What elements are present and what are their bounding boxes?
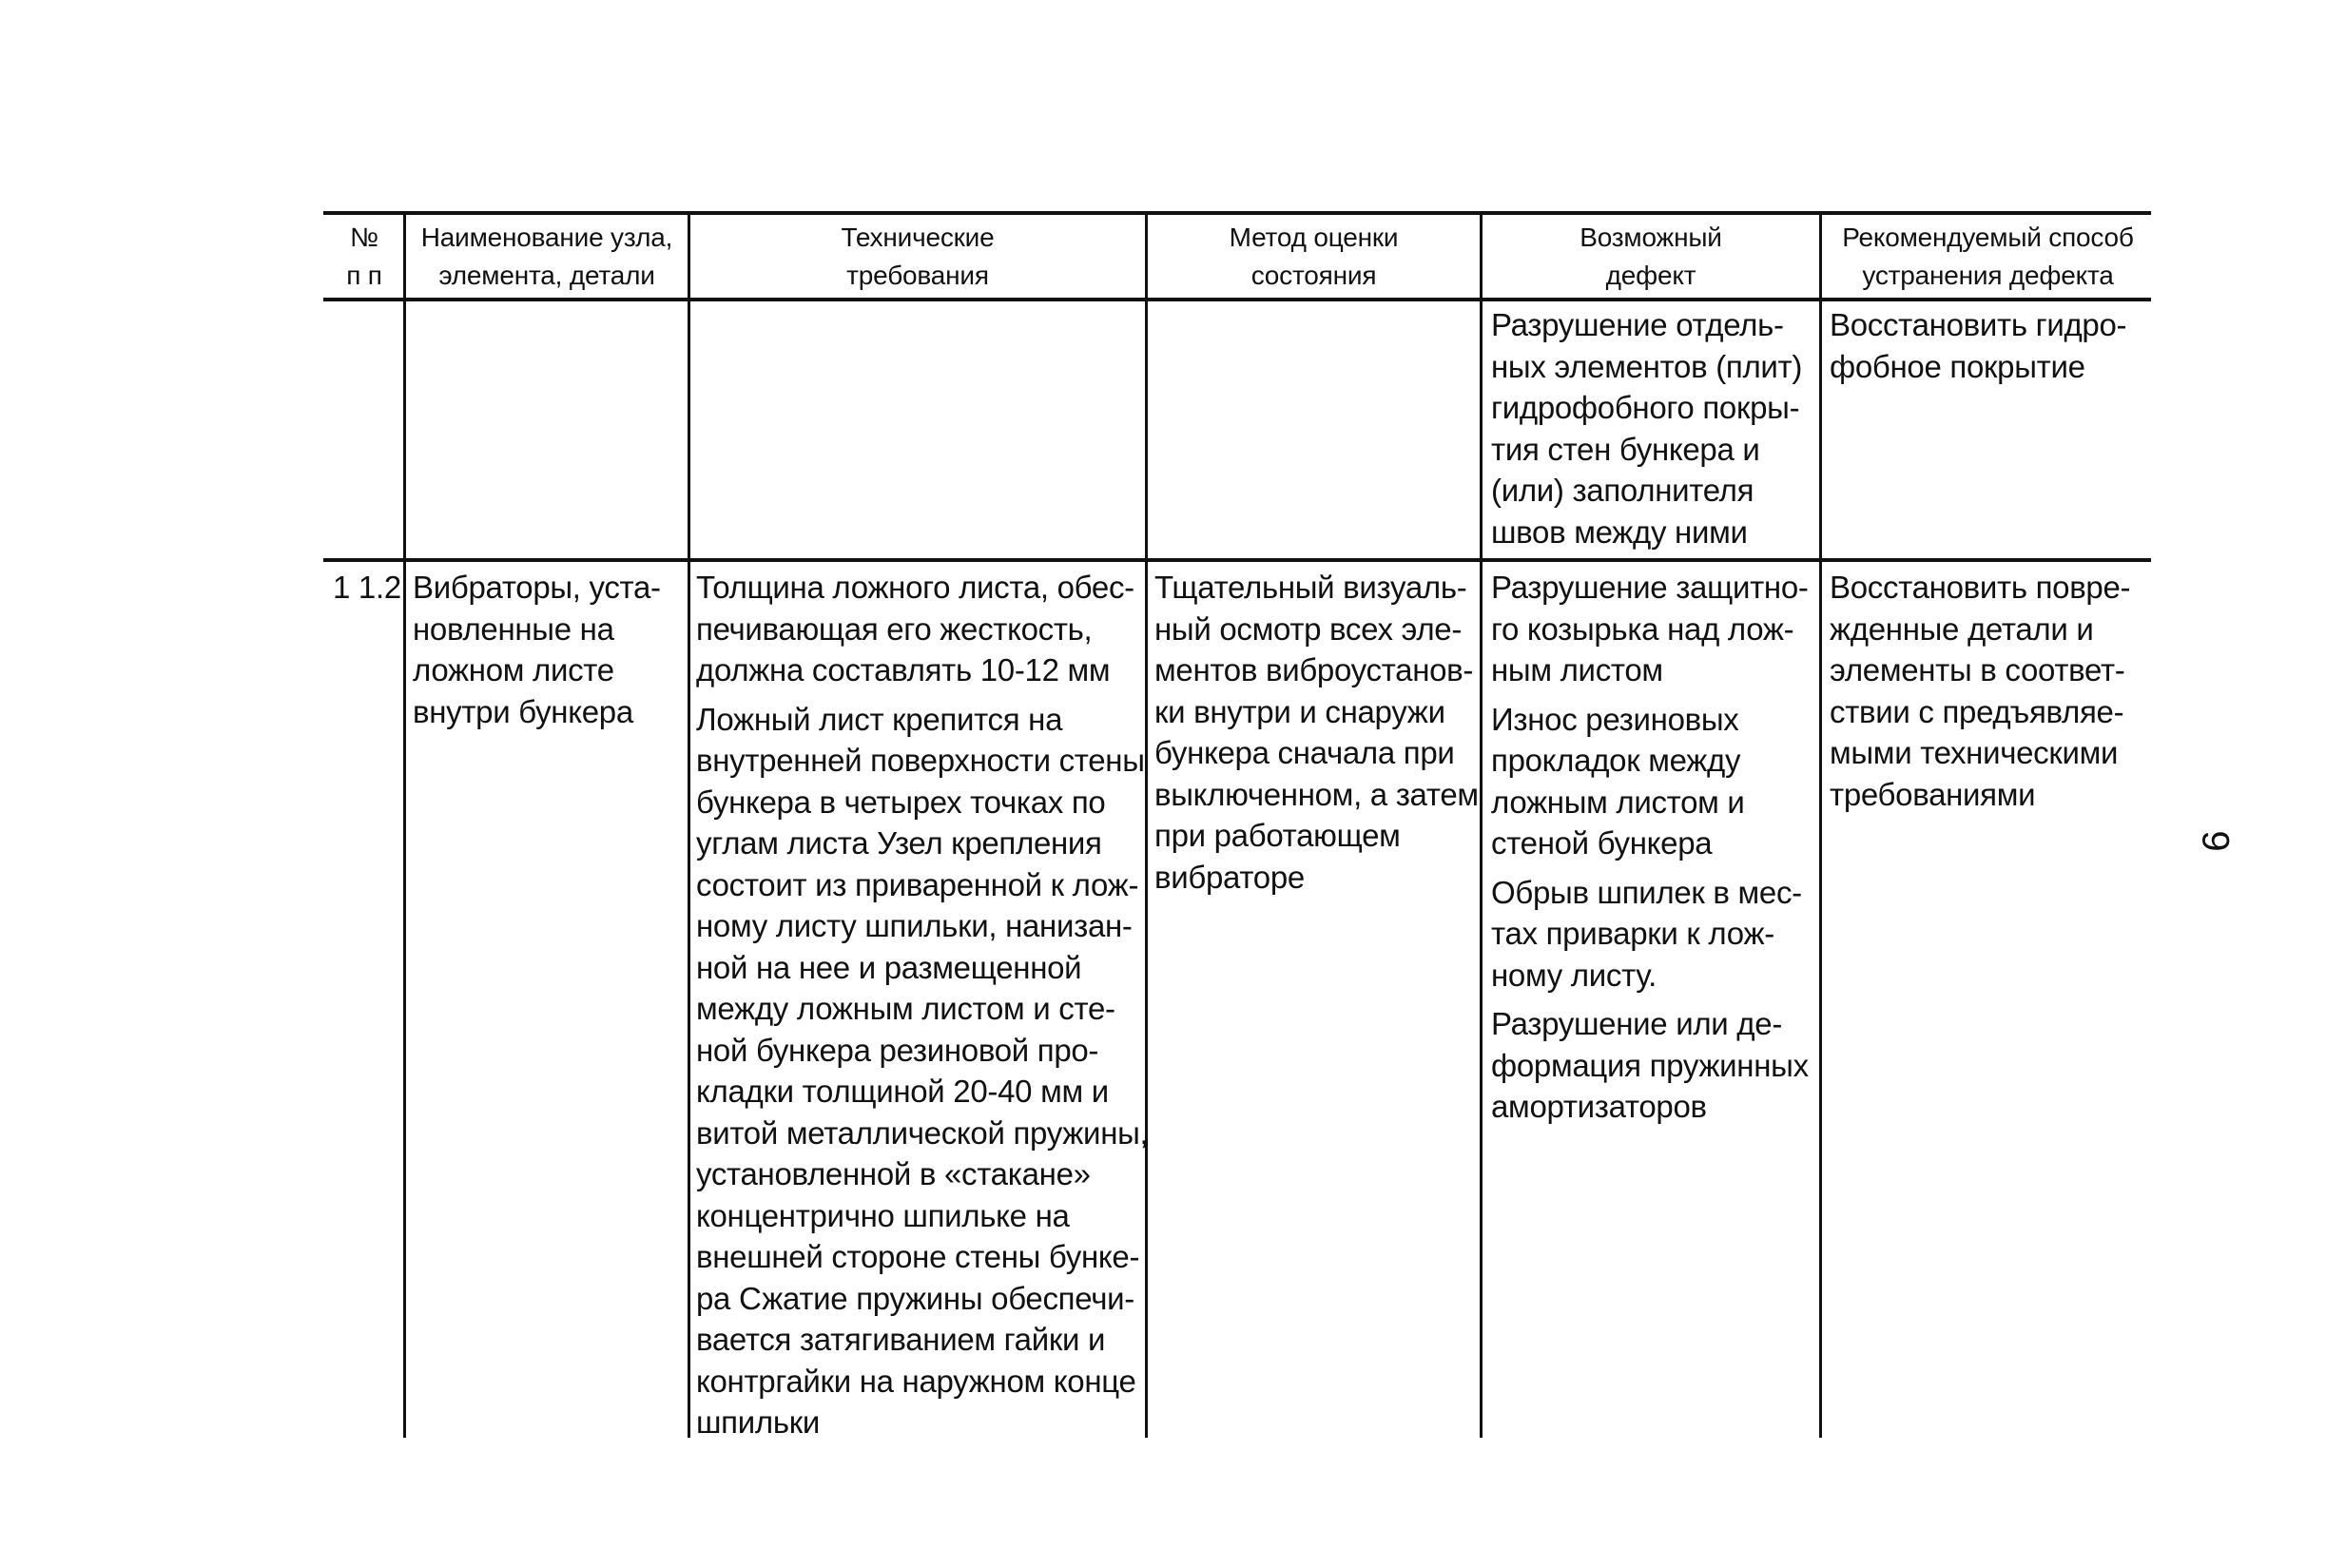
column-divider xyxy=(403,213,406,1438)
text-line: внешней стороне стены бунке- xyxy=(696,1239,1140,1274)
text-line: ных элементов (плит) xyxy=(1491,348,1803,384)
text-line: Обрыв шпилек в мес- xyxy=(1491,874,1802,910)
text-line: ложным листом и xyxy=(1491,784,1745,820)
text-line: амортизаторов xyxy=(1491,1089,1707,1124)
text-line: ментов виброустанов- xyxy=(1154,652,1474,687)
text-line: ра Сжатие пружины обеспечи- xyxy=(696,1280,1134,1316)
header-method xyxy=(1151,219,1477,295)
text-line: ствии с предъявляе- xyxy=(1830,693,2124,729)
text-line: ному листу. xyxy=(1491,957,1657,993)
text-line: витой металлической пружины, xyxy=(696,1114,1149,1151)
row2-remedy xyxy=(1830,567,2130,815)
header-line: Наименование узла, xyxy=(420,223,673,252)
column-divider xyxy=(1480,213,1483,1438)
header-line: № xyxy=(350,223,378,252)
text-line: внутренней поверхности стены xyxy=(696,743,1145,778)
text-line: ный осмотр всех эле- xyxy=(1154,610,1463,647)
text-line: внутри бункера xyxy=(413,693,633,729)
header-requirements xyxy=(693,219,1142,295)
column-divider xyxy=(1819,213,1822,1438)
header-bottom-rule xyxy=(323,298,2151,301)
column-divider xyxy=(688,213,690,1438)
text-line: тах приварки к лож- xyxy=(1491,916,1774,951)
text-line: ной бункера резиновой про- xyxy=(696,1032,1099,1068)
text-line: го козырька над лож- xyxy=(1491,610,1794,647)
header-line: дефект xyxy=(1605,261,1696,290)
text-line: Ложный лист крепится на xyxy=(696,701,1063,737)
header-line: Метод оценки xyxy=(1229,223,1399,252)
text-line: контргайки на наружном конце xyxy=(696,1363,1136,1399)
text-line: (или) заполнителя xyxy=(1491,473,1754,508)
text-line: формация пружинных xyxy=(1491,1047,1809,1083)
header-line: Рекомендуемый способ xyxy=(1842,223,2134,252)
page-number: 9 xyxy=(2194,830,2237,852)
text-line: вается затягиванием гайки и xyxy=(696,1322,1106,1357)
text-line: ки внутри и снаружи xyxy=(1154,693,1445,729)
text-line: Износ резиновых xyxy=(1491,701,1739,737)
text-line: мыми техническими xyxy=(1830,735,2119,770)
text-line: установленной в «стакане» xyxy=(696,1156,1091,1191)
row2-requirements xyxy=(696,567,1148,1443)
text-line: ложном листе xyxy=(413,652,614,687)
row2-number xyxy=(333,567,401,609)
text-line: должна составлять 10-12 мм xyxy=(696,652,1111,687)
text-line: Разрушение отдель- xyxy=(1491,307,1784,342)
header-line: Технические xyxy=(841,223,995,252)
text-line: Разрушение защитно- xyxy=(1491,570,1809,605)
header-name xyxy=(409,219,685,295)
header-defect xyxy=(1485,219,1816,295)
text-line: ной на нее и размещенной xyxy=(696,949,1082,985)
text-line: жденные детали и xyxy=(1830,610,2094,647)
text-line: выключенном, а затем xyxy=(1154,776,1479,812)
row2-method xyxy=(1154,567,1479,898)
text-line: Разрушение или де- xyxy=(1491,1006,1783,1041)
header-line: Возможный xyxy=(1580,223,1722,252)
header-line: состояния xyxy=(1250,261,1377,290)
text-line: гидрофобного покры- xyxy=(1491,390,1800,425)
text-line: вибраторе xyxy=(1154,859,1305,895)
text-line: прокладок между xyxy=(1491,743,1741,778)
header-line: элемента, детали xyxy=(438,261,655,290)
row1-remedy xyxy=(1830,304,2126,387)
text-line: тия стен бункера и xyxy=(1491,431,1760,467)
text-line: концентрично шпильке на xyxy=(696,1197,1070,1233)
row2-defects xyxy=(1491,567,1809,1128)
text-line: швов между ними xyxy=(1491,513,1748,550)
text-line: кладки толщиной 20-40 мм и xyxy=(696,1074,1109,1109)
text-line: печивающая его жесткость, xyxy=(696,610,1093,647)
text-line: требованиями xyxy=(1830,776,2036,812)
text-line: между ложным листом и сте- xyxy=(696,991,1115,1026)
text-line: элементы в соответ- xyxy=(1830,652,2125,687)
row2-name xyxy=(413,567,661,732)
table-top-rule xyxy=(323,211,2151,215)
text-line: Толщина ложного листа, обес- xyxy=(696,570,1134,605)
text-line: шпильки xyxy=(696,1404,820,1440)
row-number: 1 1.2 xyxy=(333,570,401,605)
text-line: Тщательный визуаль- xyxy=(1154,570,1467,605)
text-line: бункера в четырех точках по xyxy=(696,784,1106,820)
text-line: ному листу шпильки, нанизан- xyxy=(696,908,1133,943)
text-line: углам листа Узел крепления xyxy=(696,825,1102,861)
text-line: новленные на xyxy=(413,610,614,647)
text-line: стеной бункера xyxy=(1491,825,1713,861)
text-line: Вибраторы, уста- xyxy=(413,570,661,605)
header-remedy xyxy=(1825,219,2151,295)
text-line: Восстановить повре- xyxy=(1830,570,2131,605)
row1-defects xyxy=(1491,304,1802,552)
text-line: ным листом xyxy=(1491,652,1663,687)
text-line: фобное покрытие xyxy=(1830,348,2085,384)
header-line: требования xyxy=(846,261,989,290)
text-line: бункера сначала при xyxy=(1154,735,1455,770)
header-line: п п xyxy=(346,261,382,290)
text-line: состоит из приваренной к лож- xyxy=(696,866,1139,902)
text-line: Восстановить гидро- xyxy=(1830,307,2127,342)
text-line: при работающем xyxy=(1154,818,1401,853)
header-number xyxy=(329,219,399,295)
header-line: устранения дефекта xyxy=(1862,261,2114,290)
row-divider-rule xyxy=(323,558,2151,562)
